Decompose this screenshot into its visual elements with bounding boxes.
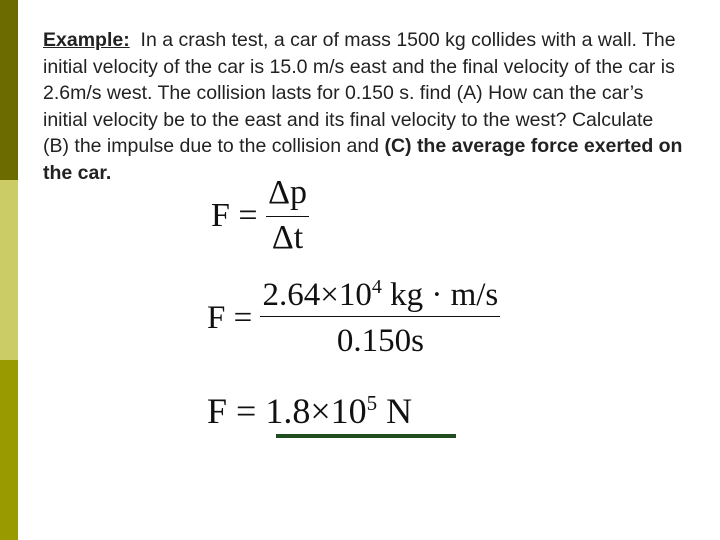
eq2-denominator: 0.150s bbox=[336, 323, 424, 359]
equation-force-result bbox=[207, 390, 412, 432]
eq1-numerator: Δp bbox=[266, 174, 309, 217]
side-bar-bottom bbox=[0, 360, 18, 540]
equation-force-definition bbox=[211, 174, 309, 257]
eq2-numerator bbox=[260, 276, 500, 317]
example-label: Example: bbox=[43, 29, 130, 51]
eq2-num-unit: kg · m/s bbox=[390, 277, 499, 313]
side-bar-middle bbox=[0, 180, 18, 360]
eq3-exp: 5 bbox=[366, 391, 378, 415]
eq2-num-exp: 4 bbox=[371, 276, 382, 298]
eq2-num-coef: 2.64×10 bbox=[262, 277, 372, 313]
problem-statement: In a crash test, a car of mass 1500 kg collides with a wall. The initial velocity of the car is 15.0 m/s east and the final velocity of the car is 2.6m/s west. The collision lasts for 0.150 s. find (A) How can the car’s initial velocity be to the east and its final velocity to the west? Calculate (B) the impulse due to the collision and bbox=[43, 29, 676, 157]
eq1-denominator: Δt bbox=[271, 219, 304, 256]
eq1-fraction bbox=[266, 174, 309, 257]
problem-text bbox=[43, 27, 683, 186]
eq2-lhs: F = bbox=[207, 299, 253, 336]
eq1-lhs: F = bbox=[211, 196, 258, 234]
answer-underline bbox=[276, 434, 456, 438]
problem-part-c: (C) the average force exerted on the car. bbox=[43, 135, 683, 184]
equation-force-substitution bbox=[207, 276, 500, 360]
eq3-unit: N bbox=[386, 391, 413, 431]
side-bar-top bbox=[0, 0, 18, 180]
eq2-fraction bbox=[260, 276, 500, 360]
eq3-lhs: F = 1.8×10 bbox=[207, 391, 367, 431]
